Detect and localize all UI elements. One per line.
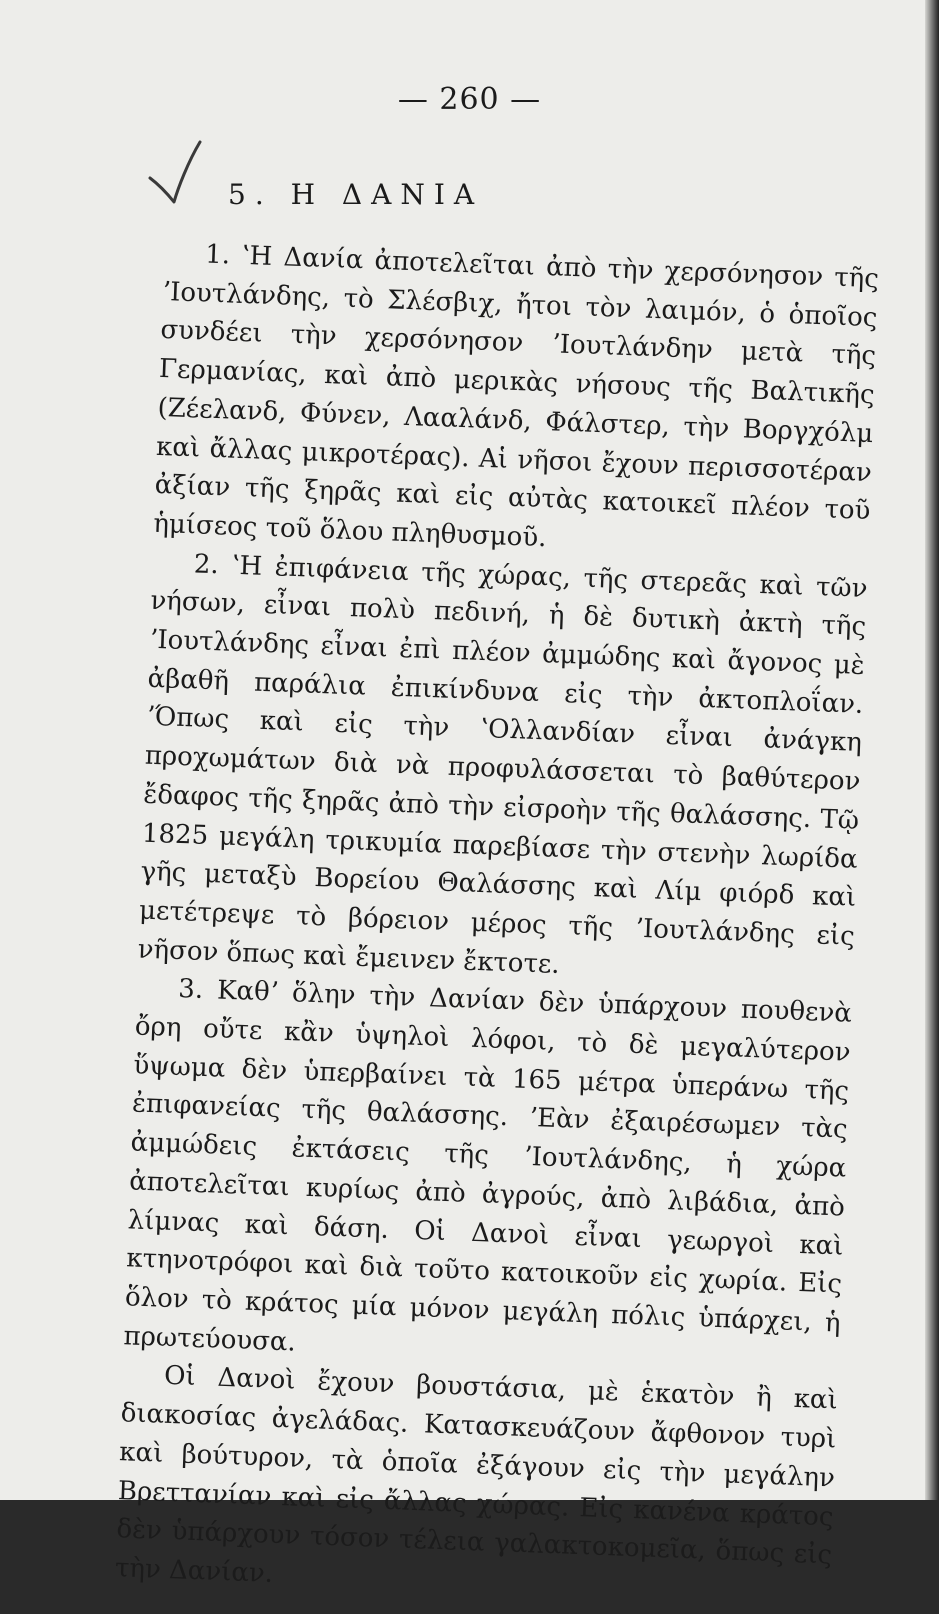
handwritten-check-mark bbox=[148, 140, 208, 220]
paragraph-3: 3. Καθʼ ὅλην τὴν Δανίαν δὲν ὑπάρχουν πουθενὰ ὄρη οὔτε κἂν ὑψηλοὶ λόφοι, τὸ δὲ μεγαλύτερον ὕψωμα δὲν ὑπερβαίνει τὰ 165 μέτρα ὑπεράνω τῆς ἐπιφανείας τῆς θαλάσσης. ʼΕὰν ἐξαιρέσωμεν τὰς ἀμμώδεις ἐκτάσεις τῆς ʼΙουτλάνδης, ἡ χώρα ἀποτελεῖται κυρίως ἀπὸ ἀγρούς, ἀπὸ λιβάδια, ἀπὸ λίμνας καὶ δάση. Οἱ Δανοὶ εἶναι γεωργοὶ καὶ κτηνοτρόφοι καὶ διὰ τοῦτο κατοικοῦν εἰς χωρία. Εἰς ὅλον τὸ κράτος μία μόνον μεγάλη πόλις ὑπάρχει, ἡ πρωτεύουσα. bbox=[123, 974, 853, 1358]
page-number: — 260 — bbox=[397, 82, 542, 117]
body-text bbox=[114, 234, 879, 1614]
paragraph-1: 1. ʽΗ Δανία ἀποτελεῖται ἀπὸ τὴν χερσόνησον τῆς ʼΙουτλάνδης, τὸ Σλέσβιχ, ἤτοι τὸν λαιμόν, ὁ ὁποῖος συνδέει τὴν χερσόνησον ʼΙουτλάνδην μετὰ τῆς Γερμανίας, καὶ ἀπὸ μερικὰς νήσους τῆς Βαλτικῆς (Ζέελανδ, Φύνεν, Λααλάνδ, Φάλστερ, τὴν Βοργχόλμ καὶ ἄλλας μικροτέρας). Αἱ νῆσοι ἔχουν περισσοτέραν ἀξίαν τῆς ξηρᾶς καὶ εἰς αὐτὰς κατοικεῖ πλέον τοῦ ἡμίσεος τοῦ ὅλου πληθυσμοῦ. bbox=[152, 239, 880, 554]
chapter-title: 5. Η ΔΑΝΙΑ bbox=[228, 178, 484, 211]
paragraph-2: 2. ʽΗ ἐπιφάνεια τῆς χώρας, τῆς στερεᾶς καὶ τῶν νήσων, εἶναι πολὺ πεδινή, ἡ δὲ δυτικὴ ἀκτὴ τῆς ʼΙουτλάνδης εἶναι ἐπὶ πλέον ἀμμώδης καὶ ἄγονος μὲ ἀβαθῆ παράλια ἐπικίνδυνα εἰς τὴν ἀκτοπλοΐαν. ʼΌπως καὶ εἰς τὴν ʽΟλλανδίαν εἶναι ἀνάγκη προχωμάτων διὰ νὰ προφυλάσσεται τὸ βαθύτερον ἔδαφος τῆς ξηρᾶς ἀπὸ τὴν εἰσροὴν τῆς θαλάσσης. Τῷ 1825 μεγάλη τρικυμία παρεβίασε τὴν στενὴν λωρίδα γῆς μεταξὺ Βορείου Θαλάσσης καὶ Λίμ φιόρδ καὶ μετέτρεψε τὸ βόρειον μέρος τῆς ʼΙουτλάνδης εἰς νῆσον ὅπως καὶ ἔμεινεν ἔκτοτε. bbox=[137, 548, 869, 980]
paragraph-4: Οἱ Δανοὶ ἔχουν βουστάσια, μὲ ἑκατὸν ἢ καὶ διακοσίας ἀγελάδας. Κατασκευάζουν ἄφθονον τυρὶ καὶ βούτυρον, τὰ ὁποῖα ἐξάγουν εἰς τὴν μεγάλην Βρεττανίαν καὶ εἰς ἄλλας χώρας. Εἰς κανένα κράτος δὲν ὑπάρχουν τόσον τέλεια γαλακτοκομεῖα, ὅπως εἰς τὴν Δανίαν. bbox=[114, 1361, 839, 1589]
page-edge-shadow bbox=[925, 0, 939, 1500]
